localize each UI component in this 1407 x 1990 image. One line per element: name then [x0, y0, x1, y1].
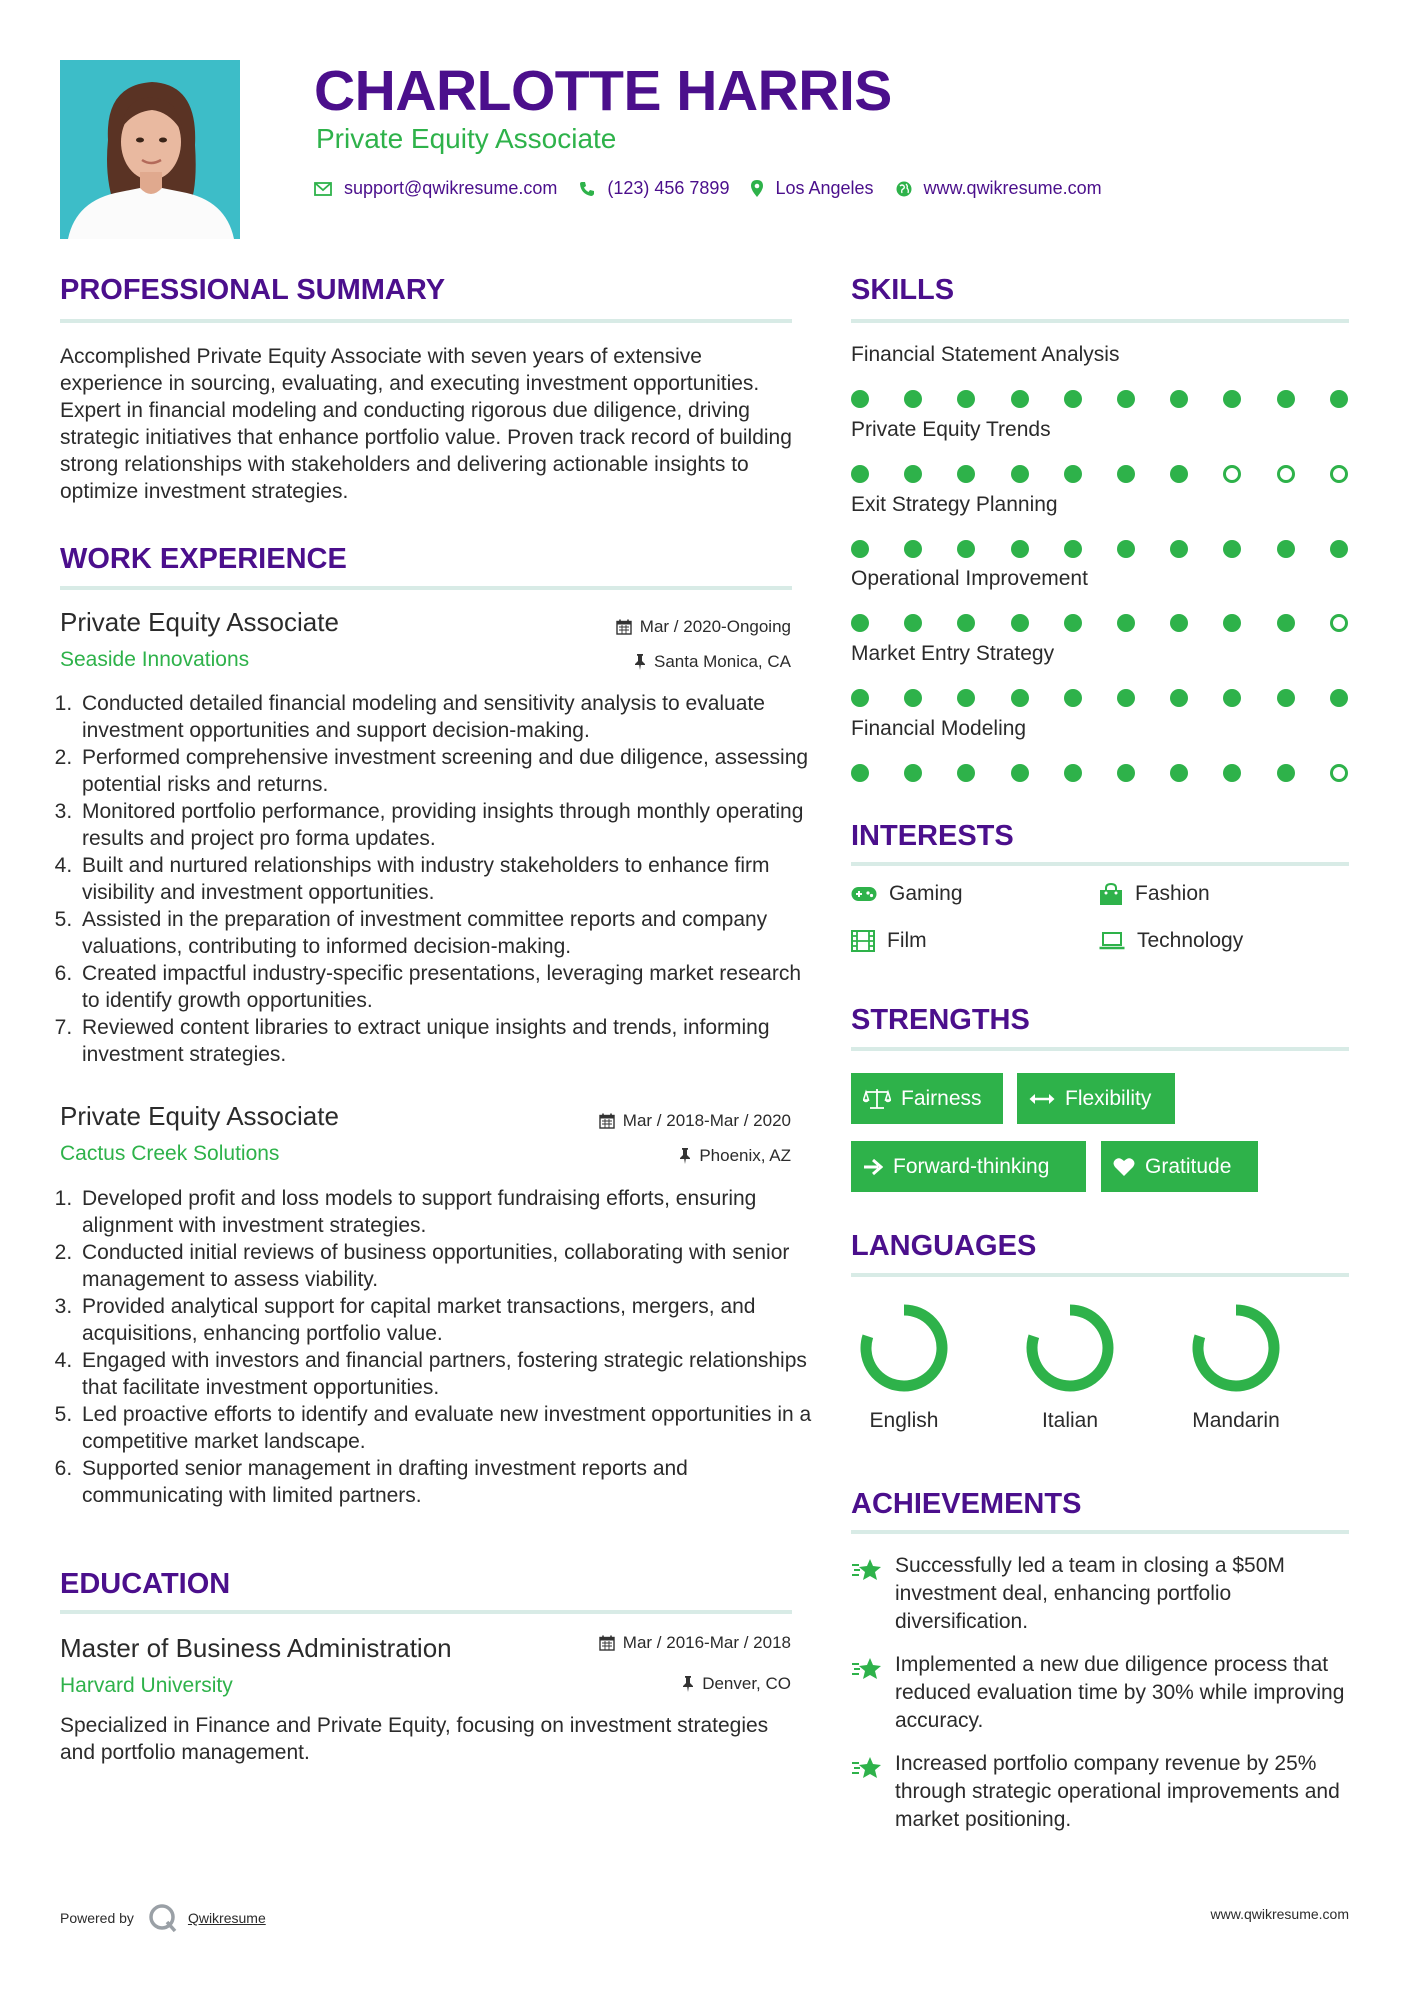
skill-dot-filled — [1277, 540, 1295, 558]
list-item: 5. Assisted in the preparation of investment committee reports and company valuations, contributing to informed decision-making. — [78, 906, 813, 960]
language-name: Mandarin — [1192, 1409, 1280, 1432]
language-arc — [866, 1310, 942, 1386]
achievements-heading: ACHIEVEMENTS — [851, 1488, 1082, 1520]
skill-dot-filled — [957, 764, 975, 782]
skill-dot-filled — [851, 689, 869, 707]
strength-label: Fairness — [901, 1086, 982, 1110]
list-item: 6. Created impactful industry-specific presentations, leveraging market research to identify growth opportunities. — [78, 960, 813, 1014]
skill-dot-filled — [904, 390, 922, 408]
arrow-right-icon — [863, 1158, 883, 1176]
candidate-title: Private Equity Associate — [316, 123, 617, 154]
language-name: English — [869, 1409, 939, 1432]
strengths-divider — [851, 1047, 1349, 1051]
job-bullets — [60, 690, 813, 1068]
skill-dot-filled — [1170, 764, 1188, 782]
skill-dot-filled — [1064, 465, 1082, 483]
skill-dot-filled — [904, 540, 922, 558]
candidate-name: CHARLOTTE HARRIS — [314, 59, 892, 123]
profile-photo — [60, 60, 240, 239]
list-item: 7. Reviewed content libraries to extract unique insights and trends, informing investment strategies. — [78, 1014, 813, 1068]
skill-dot-filled — [904, 689, 922, 707]
strength-label: Gratitude — [1145, 1154, 1232, 1178]
interest-label: Fashion — [1135, 882, 1210, 905]
skill-dot-filled — [1117, 540, 1135, 558]
school-name: Harvard University — [60, 1674, 233, 1697]
strength-label: Flexibility — [1065, 1086, 1152, 1110]
job-dates — [599, 1111, 791, 1131]
job-location — [679, 1146, 791, 1166]
skill-name: Exit Strategy Planning — [851, 493, 1058, 516]
skill-rating — [851, 689, 1351, 709]
skill-dot-filled — [1117, 764, 1135, 782]
skill-dot-filled — [1011, 390, 1029, 408]
gamepad-icon — [851, 886, 877, 902]
globe-icon — [896, 181, 912, 197]
skill-item — [851, 717, 1351, 784]
balance-scale-icon — [863, 1088, 891, 1110]
achievements-divider — [851, 1530, 1349, 1534]
achievement-text: Increased portfolio company revenue by 25% through strategic operational improvements and market positioning. — [895, 1752, 1340, 1831]
shopping-bag-icon — [1099, 883, 1123, 905]
pushpin-icon — [679, 1148, 691, 1164]
pushpin-icon — [634, 654, 646, 670]
job-company: Cactus Creek Solutions — [60, 1142, 280, 1165]
skill-rating — [851, 390, 1351, 410]
website-text: www.qwikresume.com — [923, 178, 1102, 198]
education-heading: EDUCATION — [60, 1568, 231, 1600]
degree-title: Master of Business Administration — [60, 1633, 452, 1663]
interest-label: Gaming — [889, 882, 963, 905]
film-icon — [851, 930, 875, 952]
job-title: Private Equity Associate — [60, 607, 339, 637]
skills-divider — [851, 319, 1349, 323]
footer-powered-by — [60, 1903, 266, 1933]
achievement-text: Successfully led a team in closing a $50M investment deal, enhancing portfolio diversification. — [895, 1554, 1285, 1633]
skill-item — [851, 343, 1351, 410]
achievement-text: Implemented a new due diligence process that reduced evaluation time by 30% while improving accuracy. — [895, 1653, 1345, 1732]
experience-divider — [60, 586, 792, 590]
education-dates — [599, 1633, 791, 1653]
map-marker-icon — [751, 180, 763, 197]
job-location — [634, 652, 791, 672]
laptop-icon — [1099, 932, 1125, 950]
skill-dot-filled — [904, 465, 922, 483]
list-item: 5. Led proactive efforts to identify and evaluate new investment opportunities in a competitive market landscape. — [78, 1401, 813, 1455]
skill-dot-filled — [904, 614, 922, 632]
language-arc — [1198, 1310, 1274, 1386]
languages-divider — [851, 1273, 1349, 1277]
language-item — [839, 1300, 969, 1433]
skill-dot-filled — [1170, 614, 1188, 632]
skill-dot-empty — [1277, 465, 1295, 483]
interest-item — [1099, 929, 1243, 953]
skill-item — [851, 493, 1351, 560]
skill-dot-filled — [1223, 614, 1241, 632]
skill-dot-filled — [851, 764, 869, 782]
skill-dot-filled — [904, 764, 922, 782]
skill-dot-filled — [1117, 390, 1135, 408]
phone-text: (123) 456 7899 — [607, 178, 730, 198]
skill-dot-filled — [1330, 390, 1348, 408]
job-location-text: Phoenix, AZ — [699, 1146, 791, 1165]
skill-rating — [851, 540, 1351, 560]
language-item — [1005, 1300, 1135, 1433]
strength-tag — [851, 1073, 1003, 1124]
job-dates — [616, 617, 791, 637]
interests-divider — [851, 862, 1349, 866]
skill-dot-filled — [1330, 540, 1348, 558]
skill-name: Financial Statement Analysis — [851, 343, 1120, 366]
skill-dot-filled — [957, 689, 975, 707]
location-text: Los Angeles — [775, 178, 874, 198]
achievement-item — [851, 1651, 1361, 1735]
list-item: 2. Conducted initial reviews of business opportunities, collaborating with senior management to assess viability. — [78, 1239, 813, 1293]
skill-dot-filled — [1117, 614, 1135, 632]
skill-dot-filled — [1064, 390, 1082, 408]
phone-icon — [579, 181, 595, 197]
brand-link[interactable]: Qwikresume — [187, 1910, 266, 1926]
heart-icon — [1113, 1157, 1135, 1177]
skill-dot-filled — [1223, 540, 1241, 558]
skill-dot-filled — [1117, 689, 1135, 707]
powered-by-text: Powered by — [60, 1910, 134, 1926]
skill-dot-filled — [957, 540, 975, 558]
interest-label: Technology — [1137, 929, 1244, 952]
skill-dot-filled — [1011, 764, 1029, 782]
contact-bar — [314, 178, 1124, 199]
language-gauge — [856, 1300, 952, 1396]
qwikresume-logo-icon — [148, 1903, 178, 1933]
skill-dot-filled — [1277, 614, 1295, 632]
star-icon — [851, 1754, 885, 1782]
skill-dot-filled — [851, 465, 869, 483]
summary-text: Accomplished Private Equity Associate with seven years of extensive experience in sourcing, evaluating, and executing investment opportunities. Expert in financial modeling and conducting rigorous due diligence, driving strategic initiatives that enhance portfolio value. Proven track record of building strong relationships with stakeholders and delivering actionable insights to optimize investment strategies. — [60, 345, 792, 503]
pushpin-icon — [682, 1676, 694, 1692]
skill-dot-filled — [1277, 764, 1295, 782]
skill-name: Financial Modeling — [851, 717, 1027, 740]
job-company: Seaside Innovations — [60, 648, 250, 671]
job-dates-text: Mar / 2018-Mar / 2020 — [622, 1111, 791, 1130]
strength-tag — [851, 1141, 1086, 1192]
skill-item — [851, 418, 1351, 485]
education-location-text: Denver, CO — [702, 1674, 791, 1693]
skill-dot-filled — [851, 390, 869, 408]
strength-tag — [1017, 1073, 1175, 1124]
language-name: Italian — [1041, 1409, 1099, 1432]
languages-heading: LANGUAGES — [851, 1230, 1037, 1262]
skill-dot-filled — [1277, 390, 1295, 408]
education-location — [682, 1674, 791, 1694]
list-item: 1. Conducted detailed financial modeling and sensitivity analysis to evaluate investment opportunities and support decision-making. — [78, 690, 813, 744]
skill-dot-filled — [1117, 465, 1135, 483]
summary-heading: PROFESSIONAL SUMMARY — [60, 274, 446, 306]
skill-dot-empty — [1223, 465, 1241, 483]
list-item: 3. Provided analytical support for capital market transactions, mergers, and acquisitions, enhancing portfolio value. — [78, 1293, 813, 1347]
job-bullets — [60, 1185, 813, 1509]
strength-label: Forward-thinking — [893, 1154, 1050, 1178]
skill-dot-empty — [1330, 614, 1348, 632]
skill-dot-empty — [1330, 465, 1348, 483]
contact-phone[interactable] — [579, 178, 729, 199]
skill-name: Private Equity Trends — [851, 418, 1051, 441]
skill-name: Operational Improvement — [851, 567, 1088, 590]
experience-heading: WORK EXPERIENCE — [60, 543, 347, 575]
strengths-heading: STRENGTHS — [851, 1004, 1030, 1036]
list-item: 6. Supported senior management in drafting investment reports and communicating with limited partners. — [78, 1455, 813, 1509]
list-item: 4. Engaged with investors and financial partners, fostering strategic relationships that facilitate investment opportunities. — [78, 1347, 813, 1401]
skill-dot-filled — [1011, 689, 1029, 707]
job-dates-text: Mar / 2020-Ongoing — [639, 617, 791, 636]
education-divider — [60, 1610, 792, 1614]
skill-item — [851, 642, 1351, 709]
skill-dot-filled — [1170, 540, 1188, 558]
skill-item — [851, 567, 1351, 634]
skill-dot-filled — [1064, 540, 1082, 558]
skill-rating — [851, 614, 1351, 634]
skill-dot-filled — [957, 614, 975, 632]
contact-location — [751, 178, 873, 199]
skill-dot-filled — [1223, 689, 1241, 707]
education-text: Specialized in Finance and Private Equity, focusing on investment strategies and portfolio management. — [60, 1714, 769, 1764]
skill-dot-filled — [1223, 764, 1241, 782]
contact-website[interactable] — [896, 178, 1102, 199]
job-title: Private Equity Associate — [60, 1101, 339, 1131]
calendar-icon — [599, 1635, 615, 1651]
achievement-item — [851, 1750, 1361, 1834]
skill-dot-filled — [1064, 614, 1082, 632]
job-location-text: Santa Monica, CA — [653, 652, 791, 671]
skill-dot-filled — [1064, 764, 1082, 782]
envelope-icon — [314, 182, 332, 196]
email-text: support@qwikresume.com — [344, 178, 558, 198]
skill-dot-filled — [851, 614, 869, 632]
strength-tag — [1101, 1141, 1258, 1192]
summary-divider — [60, 319, 792, 323]
list-item: 1. Developed profit and loss models to support fundraising efforts, ensuring alignment with investment strategies. — [78, 1185, 813, 1239]
star-icon — [851, 1556, 885, 1584]
skill-dot-filled — [957, 465, 975, 483]
skill-dot-filled — [1170, 689, 1188, 707]
skill-dot-filled — [1170, 465, 1188, 483]
skill-name: Market Entry Strategy — [851, 642, 1055, 665]
skill-dot-filled — [1064, 689, 1082, 707]
interests-heading: INTERESTS — [851, 820, 1014, 852]
education-dates-text: Mar / 2016-Mar / 2018 — [622, 1633, 791, 1652]
language-arc — [1032, 1310, 1108, 1386]
interest-item — [1099, 882, 1210, 906]
list-item: 4. Built and nurtured relationships with industry stakeholders to enhance firm visibility and investment opportunities. — [78, 852, 813, 906]
calendar-icon — [616, 619, 632, 635]
contact-email[interactable] — [314, 178, 557, 199]
avatar — [60, 60, 240, 239]
skill-dot-filled — [1277, 689, 1295, 707]
skill-rating — [851, 764, 1351, 784]
achievement-item — [851, 1552, 1361, 1636]
skill-dot-filled — [1170, 390, 1188, 408]
skill-dot-empty — [1330, 764, 1348, 782]
star-icon — [851, 1655, 885, 1683]
interest-label: Film — [887, 929, 927, 952]
language-item — [1171, 1300, 1301, 1433]
list-item: 2. Performed comprehensive investment screening and due diligence, assessing potential risks and returns. — [78, 744, 813, 798]
interest-item — [851, 929, 927, 953]
language-gauge — [1022, 1300, 1118, 1396]
skill-dot-filled — [1330, 689, 1348, 707]
list-item: 3. Monitored portfolio performance, providing insights through monthly operating results and project pro forma updates. — [78, 798, 813, 852]
skill-rating — [851, 465, 1351, 485]
skill-dot-filled — [957, 390, 975, 408]
calendar-icon — [599, 1113, 615, 1129]
skill-dot-filled — [1011, 465, 1029, 483]
footer-website[interactable]: www.qwikresume.com — [1210, 1906, 1349, 1922]
skill-dot-filled — [1223, 390, 1241, 408]
skills-heading: SKILLS — [851, 274, 955, 306]
arrows-horizontal-icon — [1029, 1093, 1055, 1105]
interest-item — [851, 882, 963, 906]
skill-dot-filled — [1011, 614, 1029, 632]
skill-dot-filled — [851, 540, 869, 558]
skill-dot-filled — [1011, 540, 1029, 558]
language-gauge — [1188, 1300, 1284, 1396]
